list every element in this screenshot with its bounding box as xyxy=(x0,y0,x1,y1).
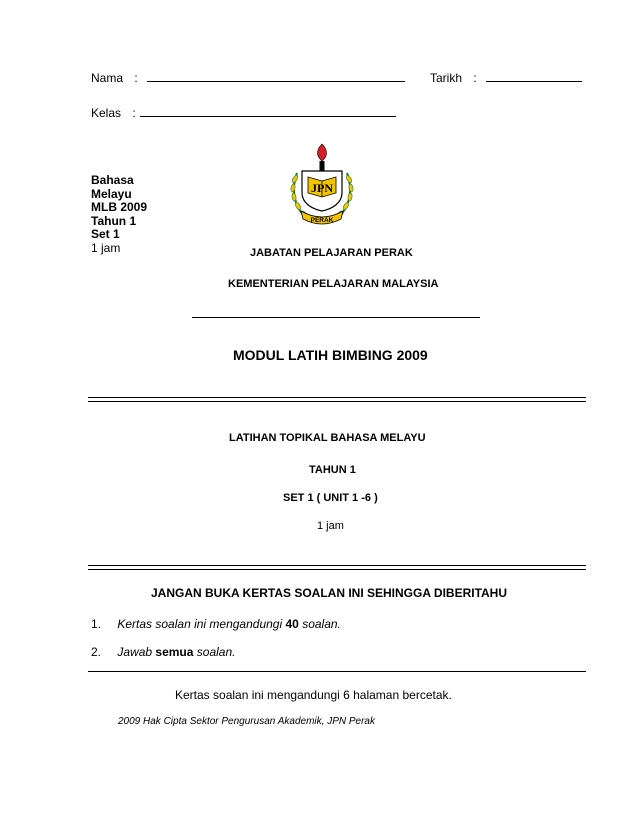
nama-blank[interactable] xyxy=(147,71,405,82)
kelas-label: Kelas xyxy=(91,106,122,120)
ministry-heading: KEMENTERIAN PELAJARAN MALAYSIA xyxy=(228,278,439,290)
instruction-1-bold: 40 xyxy=(285,617,299,631)
module-title: MODUL LATIH BIMBING 2009 xyxy=(233,347,428,363)
subject-line-1: Bahasa xyxy=(91,173,134,187)
footer-divider xyxy=(88,671,586,672)
instruction-1 xyxy=(91,617,341,631)
instruction-2 xyxy=(91,645,235,659)
topic-heading: LATIHAN TOPIKAL BAHASA MELAYU xyxy=(229,432,426,444)
set-heading: SET 1 ( UNIT 1 -6 ) xyxy=(283,492,378,504)
subject-line-3: MLB 2009 xyxy=(91,200,148,214)
tarikh-blank[interactable] xyxy=(486,71,582,82)
crest-letters: JPN xyxy=(311,181,333,195)
time-label: 1 jam xyxy=(317,520,344,532)
instruction-2-bold: semua xyxy=(155,645,194,659)
instruction-1-pre: Kertas soalan ini mengandungi xyxy=(117,617,283,631)
heading-divider xyxy=(192,317,480,318)
nama-field xyxy=(91,71,405,85)
kelas-colon: : xyxy=(132,106,136,120)
kelas-blank[interactable] xyxy=(140,106,396,117)
tarikh-field xyxy=(430,71,582,85)
crest-text: PERAK xyxy=(310,217,334,224)
double-rule-top xyxy=(88,397,586,402)
tarikh-label: Tarikh xyxy=(430,71,463,85)
perak-crest-icon xyxy=(287,141,357,231)
tarikh-colon: : xyxy=(473,71,477,85)
warning-text: JANGAN BUKA KERTAS SOALAN INI SEHINGGA DIBERITAHU xyxy=(151,586,508,600)
instruction-2-num: 2. xyxy=(91,645,102,659)
nama-colon: : xyxy=(134,71,138,85)
department-heading: JABATAN PELAJARAN PERAK xyxy=(250,247,413,259)
double-rule-bottom xyxy=(88,565,586,570)
year-heading: TAHUN 1 xyxy=(309,464,356,476)
pages-note: Kertas soalan ini mengandungi 6 halaman bercetak. xyxy=(175,688,452,702)
subject-line-5: Set 1 xyxy=(91,227,120,241)
instruction-1-post: soalan. xyxy=(302,617,341,631)
subject-line-2: Melayu xyxy=(91,186,132,201)
instruction-2-post: soalan. xyxy=(196,645,236,659)
subject-line-4: Tahun 1 xyxy=(91,213,137,228)
instruction-2-pre: Jawab xyxy=(117,645,153,659)
nama-label: Nama xyxy=(91,71,124,85)
kelas-field xyxy=(91,106,396,120)
copyright-note: 2009 Hak Cipta Sektor Pengurusan Akademik, JPN Perak xyxy=(118,716,375,727)
subject-block xyxy=(91,174,147,255)
subject-duration: 1 jam xyxy=(91,240,121,255)
instruction-1-num: 1. xyxy=(91,617,102,631)
